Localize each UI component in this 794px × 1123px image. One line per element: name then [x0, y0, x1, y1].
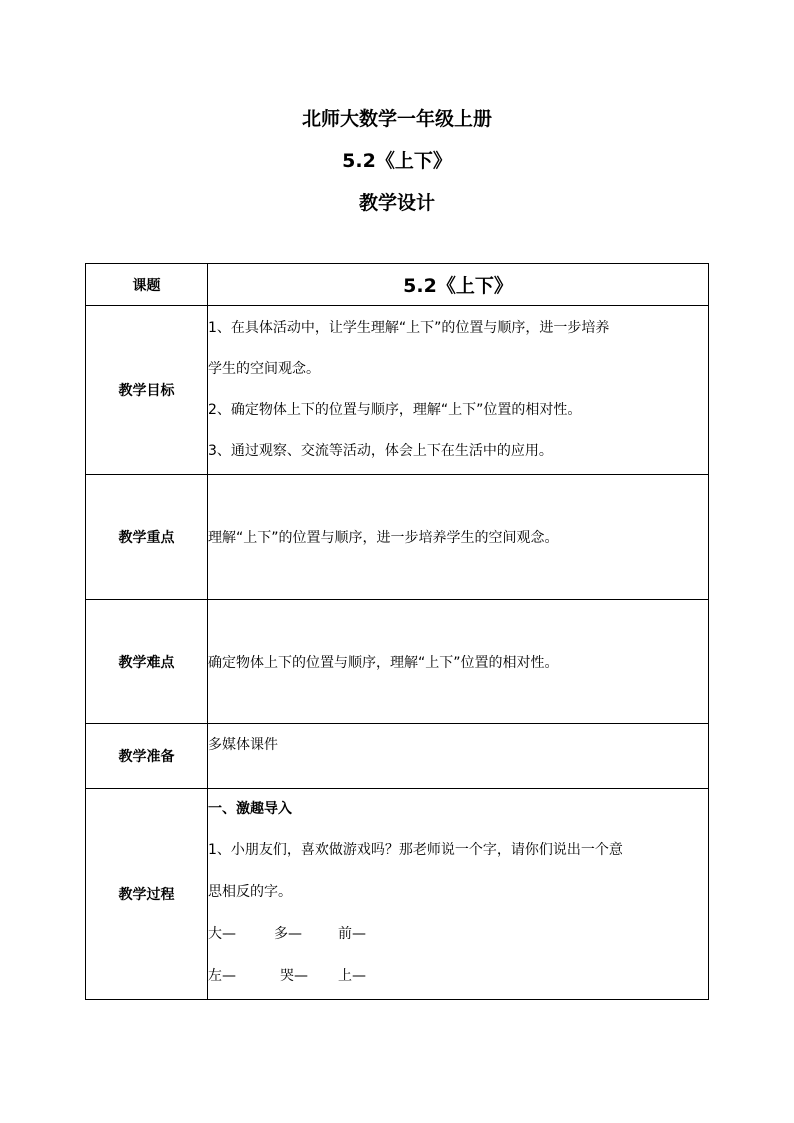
topic-label: 课题 — [86, 264, 208, 306]
difficulties-value: 确定物体上下的位置与顺序，理解“上下”位置的相对性。 — [208, 600, 709, 724]
table-row-difficulties — [86, 600, 709, 724]
document-subtitle: 教学设计 — [358, 192, 435, 214]
preparation-value: 多媒体课件 — [208, 737, 278, 753]
opposite-pairs-row — [208, 913, 708, 955]
table-row-key-points — [86, 475, 709, 600]
goals-content — [208, 306, 709, 475]
table-row-preparation — [86, 724, 709, 789]
process-content — [208, 789, 709, 1000]
opposite-pairs-row — [208, 955, 708, 997]
preparation-cell — [208, 724, 709, 789]
process-intro-line: 思相反的字。 — [208, 884, 292, 900]
goal-item: 学生的空间观念。 — [208, 361, 320, 377]
goal-item: 3、通过观察、交流等活动，体会上下在生活中的应用。 — [208, 443, 553, 459]
table-row-process — [86, 789, 709, 1000]
opposite-pair: 前— — [338, 926, 366, 942]
opposite-pair: 哭— — [280, 968, 308, 984]
preparation-label: 教学准备 — [86, 724, 208, 789]
goal-item: 1、在具体活动中，让学生理解“上下”的位置与顺序，进一步培养 — [208, 320, 610, 336]
table-row-goals — [86, 306, 709, 475]
document-title: 北师大数学一年级上册 — [301, 108, 492, 130]
goal-item: 2、确定物体上下的位置与顺序，理解“上下”位置的相对性。 — [208, 402, 582, 418]
lesson-plan-table — [85, 263, 709, 1000]
process-intro-line: 1、小朋友们，喜欢做游戏吗？那老师说一个字，请你们说出一个意 — [208, 842, 623, 858]
opposite-pair: 上— — [338, 968, 366, 984]
opposite-pair: 左— — [208, 968, 236, 984]
opposite-pair: 多— — [274, 926, 302, 942]
process-section-heading: 一、激趣导入 — [208, 801, 292, 817]
key-points-label: 教学重点 — [86, 475, 208, 600]
topic-value: 5.2《上下》 — [208, 264, 709, 306]
table-row-topic — [86, 264, 709, 306]
goals-label: 教学目标 — [86, 306, 208, 475]
process-label: 教学过程 — [86, 789, 208, 1000]
key-points-value: 理解“上下”的位置与顺序，进一步培养学生的空间观念。 — [208, 475, 709, 600]
opposite-pair: 大— — [208, 926, 236, 942]
lesson-number-title: 5.2《上下》 — [342, 150, 452, 172]
difficulties-label: 教学难点 — [86, 600, 208, 724]
